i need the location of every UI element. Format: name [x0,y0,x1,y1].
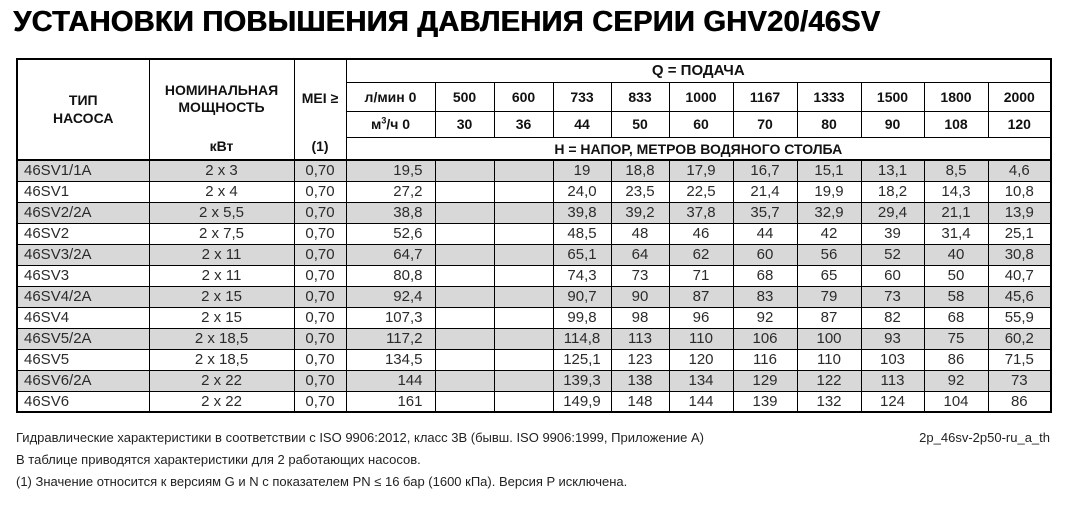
head-value-cell: 31,4 [924,223,988,244]
pump-type-cell: 46SV5 [17,349,149,370]
head-value-cell: 68 [924,307,988,328]
head-value-cell: 110 [669,328,733,349]
head-value-cell: 21,4 [733,181,797,202]
head-value-cell: 82 [861,307,924,328]
pump-type-cell: 46SV1/1A [17,160,149,181]
head-value-cell [494,181,553,202]
header-h-title: Н = НАПОР, МЕТРОВ ВОДЯНОГО СТОЛБА [346,138,1051,160]
head-value-cell: 29,4 [861,202,924,223]
head-value-cell: 103 [861,349,924,370]
head-value-cell: 30,8 [988,244,1051,265]
head-value-cell: 35,7 [733,202,797,223]
head-value-cell: 71,5 [988,349,1051,370]
pump-type-label-line1: ТИП [68,92,98,108]
mei-cell: 0,70 [294,328,346,349]
head-value-cell: 65 [797,265,861,286]
head-value-cell [435,328,494,349]
mei-cell: 0,70 [294,391,346,412]
head-value-cell: 106 [733,328,797,349]
footer-two-pumps-note: В таблице приводятся характеристики для 2 работающих насосов. [16,452,421,467]
table-header [17,59,1051,160]
head-value-cell: 13,1 [861,160,924,181]
mei-cell: 0,70 [294,202,346,223]
flow-m3h-value: 50 [611,111,669,138]
head-value-cell: 124 [861,391,924,412]
table-row [17,307,1051,328]
power-cell: 2 x 15 [149,286,294,307]
head-value-cell: 52 [861,244,924,265]
head-value-cell [494,307,553,328]
flow-lmin-value: 2000 [988,82,1051,111]
table-row [17,349,1051,370]
pump-type-label-line2: НАСОСА [53,109,114,126]
head-value-cell: 98 [611,307,669,328]
head-value-cell: 21,1 [924,202,988,223]
head-value-cell: 60 [861,265,924,286]
head-value-cell: 48 [611,223,669,244]
head-value-cell: 90 [611,286,669,307]
head-value-cell: 86 [924,349,988,370]
table-row [17,223,1051,244]
pump-performance-table [16,58,1052,413]
flow-m3h-value: 30 [435,111,494,138]
page-title: УСТАНОВКИ ПОВЫШЕНИЯ ДАВЛЕНИЯ СЕРИИ GHV20/46SV [13,6,881,38]
head-value-cell [435,160,494,181]
flow-lmin-value: 833 [611,82,669,111]
power-cell: 2 x 18,5 [149,349,294,370]
flow-m3h-value: 108 [924,111,988,138]
head-value-cell: 39,2 [611,202,669,223]
flow-lmin-value: 1800 [924,82,988,111]
head-value-cell: 90,7 [553,286,611,307]
head-value-cell [494,202,553,223]
pump-type-cell: 46SV2/2A [17,202,149,223]
table-row [17,286,1051,307]
power-cell: 2 x 3 [149,160,294,181]
pump-type-cell: 46SV3 [17,265,149,286]
head-value-cell: 39 [861,223,924,244]
flow-m3h-value: 80 [797,111,861,138]
flow-lmin-value: 500 [435,82,494,111]
head-value-cell: 104 [924,391,988,412]
head-value-cell [435,391,494,412]
head-value-cell: 64 [611,244,669,265]
flow-m3h-value: 90 [861,111,924,138]
head-value-cell: 68 [733,265,797,286]
head-value-cell: 99,8 [553,307,611,328]
head-value-cell: 73 [861,286,924,307]
head-at-zero-cell: 38,8 [346,202,435,223]
head-value-cell: 144 [669,391,733,412]
head-value-cell: 22,5 [669,181,733,202]
pump-type-cell: 46SV4/2A [17,286,149,307]
power-cell: 2 x 7,5 [149,223,294,244]
power-cell: 2 x 4 [149,181,294,202]
header-nominal-power [149,59,294,160]
head-value-cell: 42 [797,223,861,244]
header-mei [294,59,346,160]
head-at-zero-cell: 161 [346,391,435,412]
flow-lmin-value: 600 [494,82,553,111]
head-value-cell [435,349,494,370]
head-value-cell: 39,8 [553,202,611,223]
head-value-cell: 18,8 [611,160,669,181]
head-value-cell [435,181,494,202]
footer-notes [16,427,1050,493]
head-value-cell: 113 [611,328,669,349]
head-value-cell: 122 [797,370,861,391]
flow-lmin-value: 1333 [797,82,861,111]
head-value-cell [494,244,553,265]
head-value-cell: 55,9 [988,307,1051,328]
head-value-cell: 10,8 [988,181,1051,202]
mei-cell: 0,70 [294,307,346,328]
head-value-cell: 87 [797,307,861,328]
flow-m3h-value: 60 [669,111,733,138]
head-value-cell: 96 [669,307,733,328]
flow-lmin-value: 1500 [861,82,924,111]
head-value-cell: 19,9 [797,181,861,202]
head-value-cell [435,223,494,244]
head-value-cell: 60,2 [988,328,1051,349]
power-cell: 2 x 11 [149,265,294,286]
pump-type-cell: 46SV1 [17,181,149,202]
pump-type-cell: 46SV6/2A [17,370,149,391]
head-value-cell: 92 [924,370,988,391]
mei-cell: 0,70 [294,286,346,307]
power-cell: 2 x 22 [149,370,294,391]
pump-type-cell: 46SV2 [17,223,149,244]
head-value-cell [494,160,553,181]
head-value-cell: 19 [553,160,611,181]
head-value-cell: 129 [733,370,797,391]
power-unit-label: кВт [209,138,234,154]
head-value-cell: 116 [733,349,797,370]
head-value-cell: 62 [669,244,733,265]
flow-lmin-value: 1167 [733,82,797,111]
head-value-cell: 71 [669,265,733,286]
power-cell: 2 x 18,5 [149,328,294,349]
flow-m3h-value: 44 [553,111,611,138]
table-row [17,328,1051,349]
head-at-zero-cell: 80,8 [346,265,435,286]
mei-cell: 0,70 [294,370,346,391]
head-value-cell: 113 [861,370,924,391]
head-value-cell: 4,6 [988,160,1051,181]
head-value-cell: 18,2 [861,181,924,202]
head-value-cell: 86 [988,391,1051,412]
head-value-cell: 23,5 [611,181,669,202]
table-row [17,160,1051,181]
head-at-zero-cell: 52,6 [346,223,435,244]
mei-cell: 0,70 [294,181,346,202]
head-value-cell: 50 [924,265,988,286]
mei-footnote-ref: (1) [311,138,329,154]
pump-type-cell: 46SV5/2A [17,328,149,349]
head-value-cell: 44 [733,223,797,244]
head-value-cell: 100 [797,328,861,349]
footer-iso-note: Гидравлические характеристики в соответствии с ISO 9906:2012, класс 3В (бывш. ISO 9906:1999, Приложение A) [16,430,704,445]
head-value-cell [494,391,553,412]
head-value-cell: 60 [733,244,797,265]
head-value-cell [494,370,553,391]
head-value-cell: 73 [988,370,1051,391]
table-row [17,391,1051,412]
head-at-zero-cell: 117,2 [346,328,435,349]
head-value-cell [435,265,494,286]
head-value-cell: 87 [669,286,733,307]
head-value-cell: 13,9 [988,202,1051,223]
power-cell: 2 x 15 [149,307,294,328]
table-body [17,160,1051,412]
footer-footnote-1: (1) Значение относится к версиям G и N с показателем PN ≤ 16 бар (1600 кПа). Версия P исключена. [16,474,628,489]
head-value-cell: 93 [861,328,924,349]
head-value-cell: 14,3 [924,181,988,202]
head-value-cell: 125,1 [553,349,611,370]
head-value-cell: 123 [611,349,669,370]
table-row [17,244,1051,265]
head-value-cell: 148 [611,391,669,412]
head-value-cell [435,307,494,328]
head-value-cell: 138 [611,370,669,391]
document-code: 2p_46sv-2p50-ru_a_th [919,430,1050,445]
head-value-cell: 74,3 [553,265,611,286]
head-value-cell [494,265,553,286]
head-value-cell: 134 [669,370,733,391]
flow-lmin-zero-label: л/мин 0 [346,82,435,111]
mei-cell: 0,70 [294,265,346,286]
flow-m3h-value: 36 [494,111,553,138]
head-value-cell: 16,7 [733,160,797,181]
head-value-cell: 58 [924,286,988,307]
mei-cell: 0,70 [294,223,346,244]
head-value-cell: 32,9 [797,202,861,223]
flow-lmin-value: 733 [553,82,611,111]
head-value-cell: 56 [797,244,861,265]
mei-cell: 0,70 [294,349,346,370]
pump-type-cell: 46SV4 [17,307,149,328]
head-value-cell: 45,6 [988,286,1051,307]
head-value-cell [494,223,553,244]
pump-type-cell: 46SV6 [17,391,149,412]
head-value-cell: 17,9 [669,160,733,181]
head-at-zero-cell: 107,3 [346,307,435,328]
power-cell: 2 x 11 [149,244,294,265]
head-at-zero-cell: 144 [346,370,435,391]
head-value-cell: 132 [797,391,861,412]
head-value-cell: 149,9 [553,391,611,412]
head-value-cell [494,328,553,349]
nominal-power-label-line1: НОМИНАЛЬНАЯ [164,81,279,98]
flow-m3h-value: 120 [988,111,1051,138]
pump-type-cell: 46SV3/2A [17,244,149,265]
mei-cell: 0,70 [294,160,346,181]
head-value-cell [435,286,494,307]
table-row [17,181,1051,202]
flow-m3h-value: 70 [733,111,797,138]
head-at-zero-cell: 134,5 [346,349,435,370]
mei-cell: 0,70 [294,244,346,265]
table-row [17,202,1051,223]
head-value-cell: 65,1 [553,244,611,265]
head-value-cell: 83 [733,286,797,307]
head-value-cell [494,349,553,370]
head-value-cell: 25,1 [988,223,1051,244]
head-value-cell: 110 [797,349,861,370]
head-value-cell: 75 [924,328,988,349]
head-value-cell: 139,3 [553,370,611,391]
head-value-cell [494,286,553,307]
head-value-cell: 40 [924,244,988,265]
power-cell: 2 x 22 [149,391,294,412]
table-row [17,265,1051,286]
head-at-zero-cell: 92,4 [346,286,435,307]
header-q-title: Q = ПОДАЧА [346,59,1051,82]
nominal-power-label-line2: МОЩНОСТЬ [178,99,265,115]
head-value-cell: 40,7 [988,265,1051,286]
head-value-cell: 114,8 [553,328,611,349]
head-at-zero-cell: 19,5 [346,160,435,181]
flow-lmin-value: 1000 [669,82,733,111]
head-value-cell: 120 [669,349,733,370]
head-value-cell [435,370,494,391]
head-value-cell: 79 [797,286,861,307]
mei-label: MEI ≥ [301,90,339,107]
power-cell: 2 x 5,5 [149,202,294,223]
head-value-cell: 24,0 [553,181,611,202]
head-value-cell [435,202,494,223]
head-value-cell: 8,5 [924,160,988,181]
head-value-cell: 37,8 [669,202,733,223]
head-value-cell: 46 [669,223,733,244]
head-at-zero-cell: 64,7 [346,244,435,265]
head-value-cell: 73 [611,265,669,286]
head-value-cell [435,244,494,265]
head-value-cell: 15,1 [797,160,861,181]
head-value-cell: 48,5 [553,223,611,244]
table-row [17,370,1051,391]
flow-m3h-zero-label: $м^3/ч$ 0 [346,111,435,138]
header-pump-type [17,59,149,160]
head-value-cell: 139 [733,391,797,412]
head-value-cell: 92 [733,307,797,328]
head-at-zero-cell: 27,2 [346,181,435,202]
